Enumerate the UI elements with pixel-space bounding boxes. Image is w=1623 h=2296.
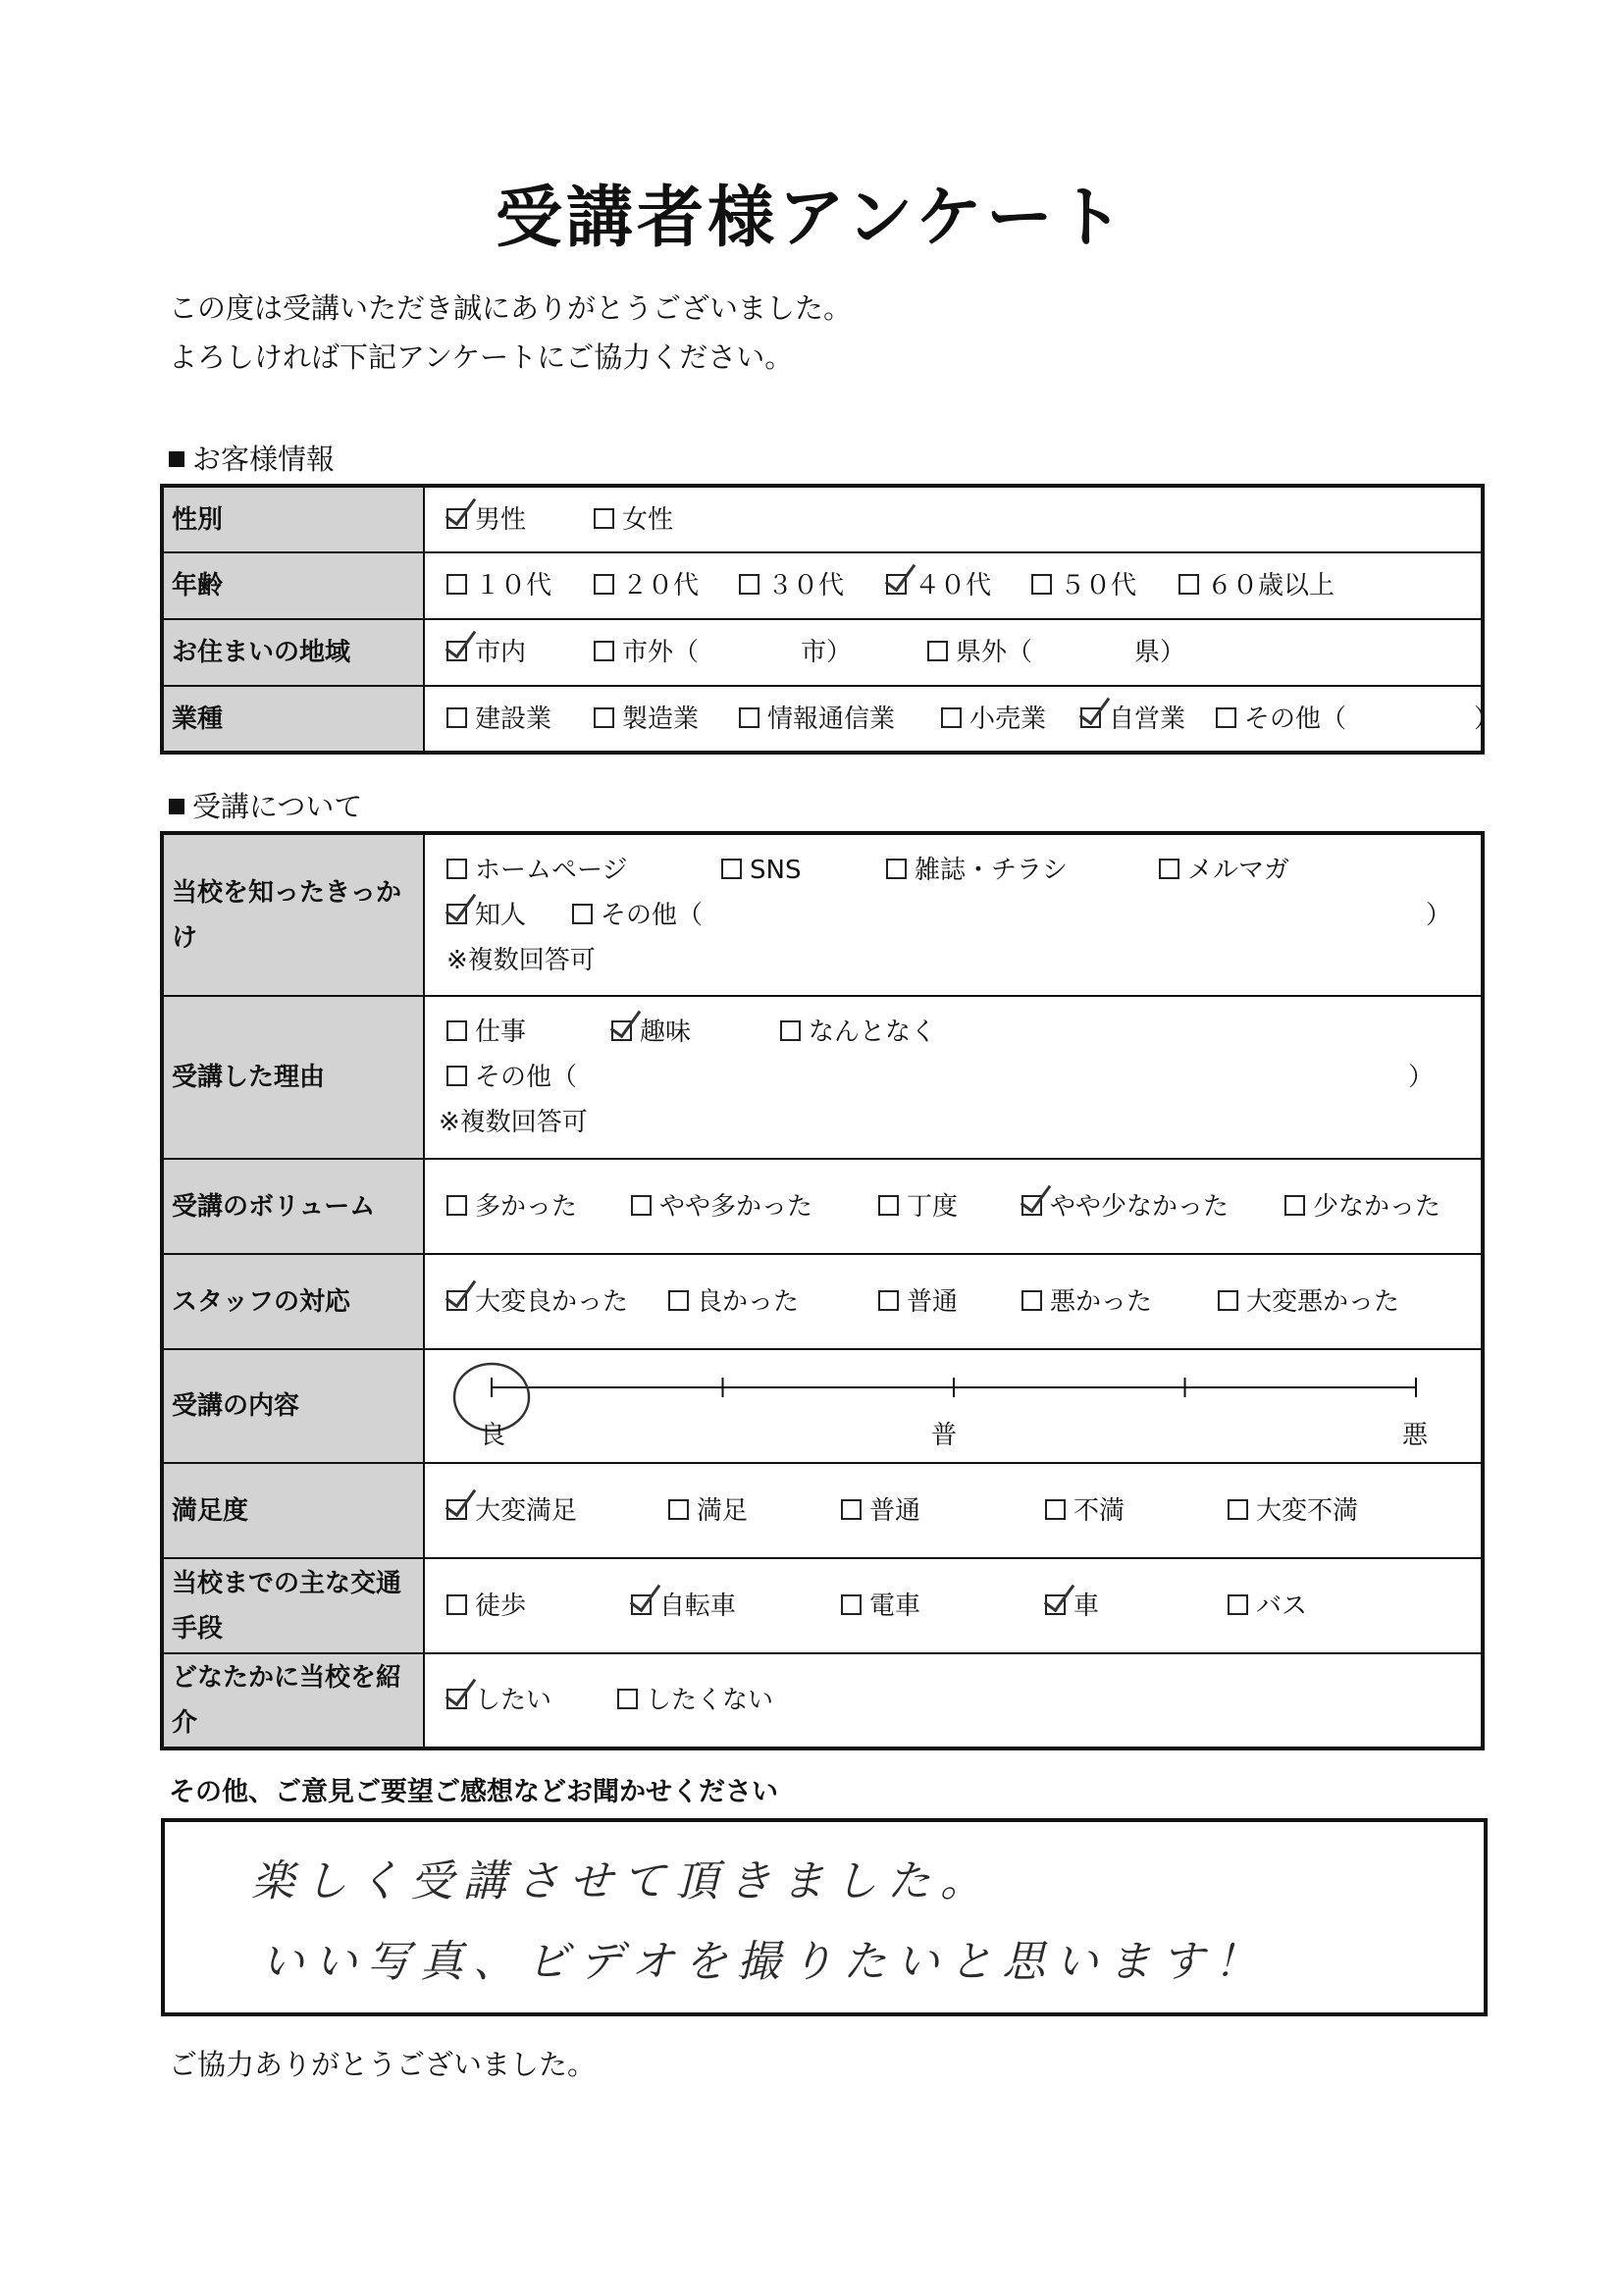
checkbox-icon [446, 1499, 467, 1520]
checkbox-option[interactable] [1218, 1279, 1399, 1325]
checkbox-option[interactable] [617, 1678, 773, 1723]
page-title: 受講者様アンケート [496, 180, 1127, 257]
checkbox-icon [1284, 1195, 1305, 1216]
checkbox-option[interactable] [780, 1010, 936, 1055]
option-label: 知人 [475, 900, 527, 930]
option-label: 丁度 [907, 1191, 959, 1222]
checkbox-icon [446, 641, 467, 661]
closing-message: ご協力ありがとうございました。 [169, 2048, 597, 2081]
row-label: どなたかに当校を紹介 [162, 1653, 424, 1748]
satisfaction-options [425, 1488, 1481, 1534]
option-label: SNS [750, 855, 802, 885]
content-scale-cell [424, 1349, 1483, 1463]
checkbox-icon [594, 508, 614, 529]
checkbox-option[interactable] [668, 1279, 799, 1325]
checkbox-option[interactable] [446, 893, 526, 938]
trigger-options-line-1 [425, 848, 1481, 893]
row-gender [162, 486, 1483, 552]
checkbox-option[interactable] [886, 563, 991, 608]
option-label: 大変満足 [475, 1495, 578, 1526]
comments-heading: その他、ご意見ご要望ご感想などお聞かせください [169, 1777, 778, 1807]
row-label: 性別 [162, 486, 424, 552]
volume-options [425, 1184, 1481, 1229]
checkbox-icon [611, 1020, 632, 1041]
row-trigger [162, 833, 1483, 996]
checkbox-option[interactable] [594, 563, 699, 608]
row-staff [162, 1254, 1483, 1349]
rating-scale [425, 1350, 1504, 1462]
checkbox-option[interactable] [878, 1279, 958, 1325]
option-label: 少なかった [1313, 1191, 1441, 1222]
checkbox-icon [631, 1594, 652, 1615]
checkbox-icon [446, 1066, 467, 1086]
checkbox-icon [446, 574, 467, 595]
checkbox-icon [1080, 707, 1101, 728]
option-label: その他（ [475, 1063, 578, 1092]
handwritten-comment-line-1: 楽しく受講させて頂きました。 [251, 1856, 993, 1906]
row-label: 当校までの主な交通手段 [162, 1558, 424, 1653]
option-label: 雑誌・チラシ [915, 855, 1069, 885]
checkbox-icon [1031, 574, 1052, 595]
checkbox-icon [941, 707, 962, 728]
checkbox-icon [1159, 859, 1179, 879]
option-label: ３０代 [767, 571, 845, 600]
checkbox-option[interactable] [668, 1488, 748, 1534]
handwritten-comment-line-2: いい写真、ビデオを撮りたいと思います！ [261, 1937, 1268, 1987]
checkbox-option[interactable] [886, 848, 1068, 893]
checkbox-icon [446, 1290, 467, 1311]
checkbox-icon [1218, 1290, 1238, 1311]
option-label: バス [1256, 1591, 1308, 1621]
checkbox-icon [617, 1689, 638, 1709]
row-content [162, 1349, 1483, 1463]
checkbox-icon [631, 1195, 652, 1216]
row-label: 当校を知ったきっかけ [162, 833, 424, 996]
checkbox-option[interactable] [721, 848, 801, 893]
row-label: 受講のボリューム [162, 1159, 424, 1254]
option-label: メルマガ [1187, 855, 1290, 885]
checkbox-icon [1178, 574, 1199, 595]
checkbox-icon [1228, 1594, 1248, 1615]
checkbox-icon [668, 1499, 689, 1520]
option-label: 満足 [697, 1495, 749, 1526]
option-label: その他（ [601, 900, 704, 930]
checkbox-option[interactable] [446, 1184, 577, 1229]
checkbox-option[interactable] [1159, 848, 1289, 893]
checkbox-icon [446, 707, 467, 728]
checkbox-option[interactable] [594, 697, 699, 742]
checkbox-option[interactable] [1021, 1184, 1229, 1229]
checkbox-option[interactable] [739, 697, 895, 742]
checkbox-option[interactable] [572, 893, 703, 938]
checkbox-icon [668, 1290, 689, 1311]
gender-options [425, 497, 1481, 543]
checkbox-option[interactable] [1284, 1184, 1440, 1229]
checkbox-icon [886, 859, 907, 879]
option-label: 女性 [622, 504, 674, 535]
row-label: 受講の内容 [162, 1349, 424, 1463]
checkbox-option[interactable] [1228, 1488, 1358, 1534]
reason-options-line-1 [425, 1010, 1481, 1055]
option-label: ５０代 [1060, 571, 1137, 600]
checkbox-icon [446, 1689, 467, 1709]
checkbox-icon [446, 1020, 467, 1041]
region-options [425, 630, 1481, 675]
option-label: 車 [1073, 1591, 1100, 1621]
option-label: したくない [646, 1686, 774, 1715]
option-label: 小売業 [969, 704, 1047, 734]
checkbox-option[interactable] [1031, 563, 1136, 608]
row-satisfaction [162, 1463, 1483, 1558]
option-label: 情報通信業 [767, 704, 896, 734]
scale-label-good: 良 [480, 1421, 506, 1450]
checkbox-icon [1045, 1594, 1066, 1615]
staff-options [425, 1279, 1481, 1325]
checkbox-icon [780, 1020, 801, 1041]
row-label: 業種 [162, 686, 424, 753]
option-label: 大変良かった [475, 1286, 629, 1317]
checkbox-option[interactable] [446, 1488, 577, 1534]
option-label: やや多かった [659, 1191, 813, 1222]
checkbox-icon [878, 1290, 899, 1311]
option-label: 普通 [907, 1286, 959, 1317]
checkbox-option[interactable] [446, 1678, 551, 1723]
row-age [162, 552, 1483, 619]
checkbox-option[interactable] [941, 697, 1046, 742]
scale-label-normal: 普 [931, 1421, 958, 1450]
checkbox-icon [446, 1195, 467, 1216]
option-label: 市外（ 市） [622, 638, 853, 667]
row-transport [162, 1558, 1483, 1653]
reason-options-line-2 [425, 1055, 1481, 1100]
checkbox-icon [446, 1594, 467, 1615]
option-label: 自転車 [659, 1591, 737, 1621]
checkbox-option[interactable] [631, 1184, 812, 1229]
close-paren: ） [1408, 1063, 1435, 1092]
row-label: お住まいの地域 [162, 619, 424, 686]
option-label: 男性 [475, 504, 527, 535]
checkbox-option[interactable] [927, 630, 1185, 675]
checkbox-option[interactable] [611, 1010, 691, 1055]
checkbox-icon [1045, 1499, 1066, 1520]
row-reason [162, 996, 1483, 1159]
option-label: 多かった [475, 1191, 578, 1222]
option-label: ４０代 [915, 571, 992, 600]
checkbox-option[interactable] [631, 1584, 736, 1629]
transport-options [425, 1584, 1481, 1629]
checkbox-option[interactable] [446, 848, 627, 893]
option-label: 大変不満 [1256, 1495, 1359, 1526]
checkbox-option[interactable] [1178, 563, 1335, 608]
option-label: 電車 [869, 1591, 921, 1621]
checkbox-icon [841, 1594, 862, 1615]
option-label: 建設業 [475, 704, 552, 734]
checkbox-icon [594, 707, 614, 728]
close-paren: ） [1426, 900, 1452, 930]
option-label: なんとなく [809, 1018, 937, 1047]
checkbox-icon [739, 574, 759, 595]
checkbox-icon [721, 859, 742, 879]
checkbox-option[interactable] [594, 497, 673, 543]
square-bullet-icon [169, 451, 184, 467]
option-label: 趣味 [640, 1018, 692, 1047]
comments-box[interactable] [161, 1818, 1488, 2016]
checkbox-icon [594, 641, 614, 661]
row-volume [162, 1159, 1483, 1254]
checkbox-option[interactable] [841, 1488, 920, 1534]
course-section-heading [169, 785, 362, 825]
checkbox-option[interactable] [446, 630, 526, 675]
checkbox-option[interactable] [1045, 1584, 1099, 1629]
checkbox-option[interactable] [841, 1584, 920, 1629]
checkbox-icon [594, 574, 614, 595]
checkbox-option[interactable] [446, 563, 551, 608]
checkbox-option[interactable] [594, 630, 852, 675]
option-label: 製造業 [622, 704, 700, 734]
option-label: 徒歩 [475, 1591, 527, 1621]
checkbox-option[interactable] [1045, 1488, 1125, 1534]
checkbox-icon [878, 1195, 899, 1216]
option-label: 仕事 [475, 1018, 527, 1047]
option-label: 普通 [869, 1495, 921, 1526]
option-label: したい [475, 1686, 552, 1715]
row-label: スタッフの対応 [162, 1254, 424, 1349]
checkbox-option[interactable] [1021, 1279, 1152, 1325]
industry-options [425, 697, 1500, 742]
option-label: ６０歳以上 [1207, 571, 1335, 600]
checkbox-icon [1021, 1195, 1042, 1216]
checkbox-option[interactable] [446, 497, 526, 543]
intro-line-2: よろしければ下記アンケートにご協力ください。 [169, 340, 794, 374]
checkbox-option[interactable] [446, 1055, 577, 1100]
option-label: 県外（ 県） [956, 638, 1186, 667]
checkbox-option[interactable] [739, 563, 844, 608]
checkbox-icon [1216, 707, 1236, 728]
referral-options [425, 1678, 1481, 1723]
customer-info-table [160, 484, 1500, 755]
trigger-options-line-2 [425, 893, 1481, 938]
checkbox-icon [446, 859, 467, 879]
option-label: やや少なかった [1050, 1191, 1230, 1222]
checkbox-option[interactable] [446, 697, 551, 742]
row-label: 受講した理由 [162, 996, 424, 1159]
option-label: その他（ ） [1244, 704, 1500, 734]
multiple-answers-note: ※複数回答可 [439, 1108, 588, 1137]
checkbox-icon [927, 641, 948, 661]
row-referral [162, 1653, 1483, 1748]
course-section-label: 受講について [192, 790, 363, 823]
checkbox-icon [446, 508, 467, 529]
checkbox-icon [446, 904, 467, 924]
customer-section-label: お客様情報 [192, 443, 336, 476]
option-label: 市内 [475, 638, 527, 667]
checkbox-option[interactable] [446, 1584, 526, 1629]
option-label: 自営業 [1109, 704, 1186, 734]
row-label: 年齢 [162, 552, 424, 619]
row-region [162, 619, 1483, 686]
checkbox-option[interactable] [1216, 697, 1499, 742]
reason-note-line [425, 1100, 1481, 1145]
customer-section-heading [169, 438, 335, 478]
square-bullet-icon [169, 799, 184, 814]
checkbox-option[interactable] [446, 1010, 526, 1055]
checkbox-icon [739, 707, 759, 728]
option-label: ２０代 [622, 571, 700, 600]
checkbox-option[interactable] [1228, 1584, 1307, 1629]
option-label: １０代 [475, 571, 552, 600]
checkbox-icon [1021, 1290, 1042, 1311]
checkbox-icon [1228, 1499, 1248, 1520]
checkbox-icon [841, 1499, 862, 1520]
option-label: 不満 [1073, 1495, 1126, 1526]
checkbox-icon [886, 574, 907, 595]
option-label: ホームページ [475, 855, 628, 885]
multiple-answers-note: ※複数回答可 [446, 945, 596, 975]
row-industry [162, 686, 1483, 753]
option-label: 大変悪かった [1246, 1286, 1400, 1317]
checkbox-option[interactable] [878, 1184, 958, 1229]
trigger-note-line [425, 938, 1481, 983]
option-label: 悪かった [1050, 1286, 1153, 1317]
age-options [425, 563, 1481, 608]
checkbox-icon [572, 904, 593, 924]
row-label: 満足度 [162, 1463, 424, 1558]
checkbox-option[interactable] [446, 1279, 628, 1325]
checkbox-option[interactable] [1080, 697, 1185, 742]
intro-line-1: この度は受講いただき誠にありがとうございました。 [169, 291, 853, 325]
scale-label-bad: 悪 [1402, 1421, 1429, 1450]
course-info-table [160, 831, 1485, 1750]
option-label: 良かった [697, 1286, 800, 1317]
